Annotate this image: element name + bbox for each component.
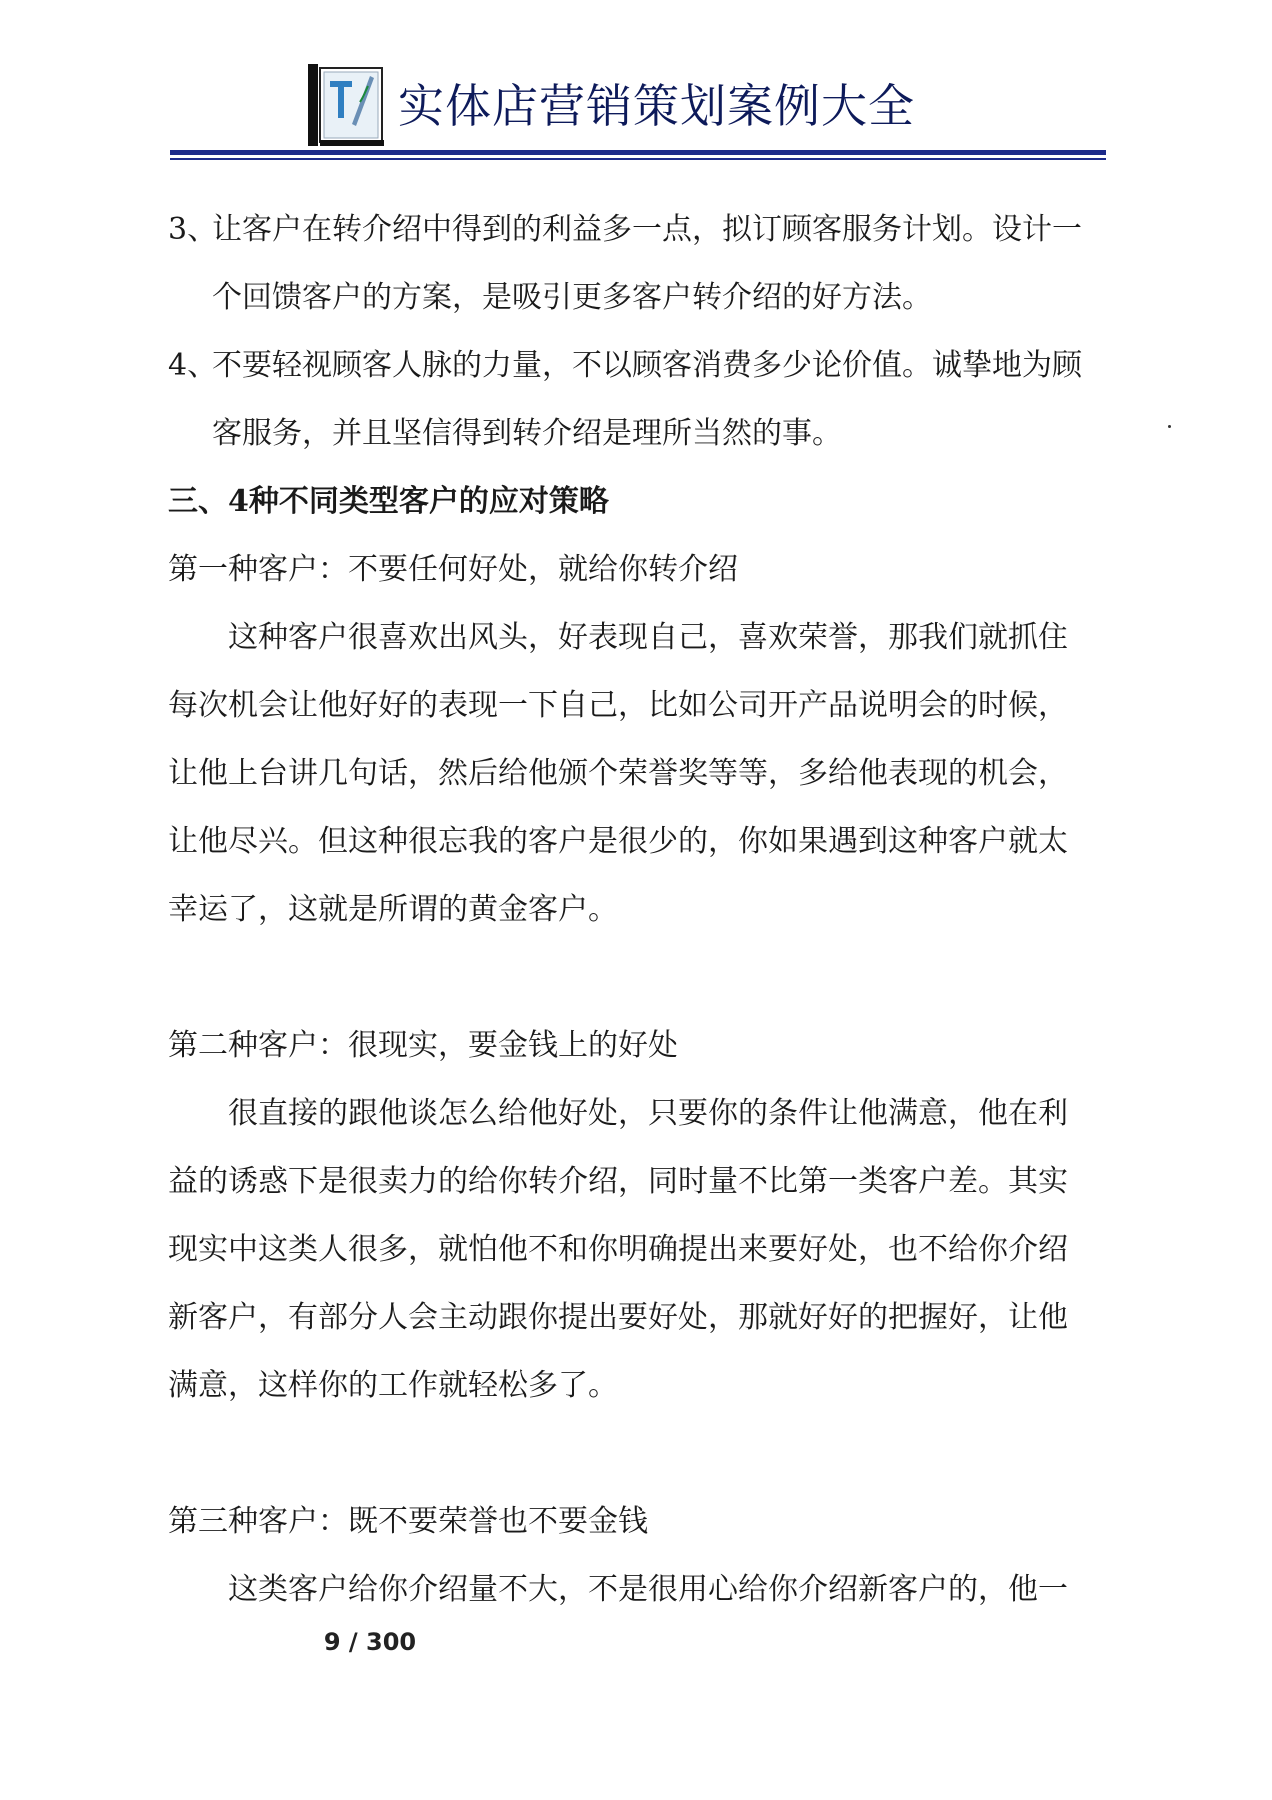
page-header [0, 0, 1272, 170]
customer-type-2-body: 很直接的跟他谈怎么给他好处，只要你的条件让他满意，他在利益的诱惑下是很卖力的给你转介绍，同时量不比第一类客户差。其实现实中这类人很多，就怕他不和你明确提出来要好处，也不给你介绍新客户，有部分人会主动跟你提出要好处，那就好好的把握好，让他满意，这样你的工作就轻松多了。 [168, 1096, 1068, 1403]
list-item [168, 332, 1088, 468]
list-item-number: 3、 [168, 212, 218, 247]
header-rule-thin [170, 158, 1106, 160]
customer-type-3-title: 第三种客户：既不要荣誉也不要金钱 [168, 1504, 648, 1539]
book-pen-logo-icon [308, 62, 388, 148]
page-number: 9 / 300 [323, 1628, 417, 1656]
customer-type-2-title: 第二种客户：很现实，要金钱上的好处 [168, 1028, 678, 1063]
customer-type-3-body: 这类客户给你介绍量不大，不是很用心给你介绍新客户的，他一 [228, 1572, 1068, 1607]
document-body [168, 196, 1088, 1624]
list-item-text: 不要轻视顾客人脉的力量，不以顾客消费多少论价值。诚挚地为顾客服务，并且坚信得到转介绍是理所当然的事。 [212, 348, 1082, 451]
section-heading: 三、4种不同类型客户的应对策略 [168, 484, 609, 519]
scan-speck [1168, 425, 1171, 428]
paragraph-spacer [168, 1420, 1088, 1488]
list-item-text: 让客户在转介绍中得到的利益多一点，拟订顾客服务计划。设计一个回馈客户的方案，是吸引更多客户转介绍的好方法。 [212, 212, 1082, 315]
list-item [168, 196, 1088, 332]
paragraph-spacer [168, 944, 1088, 1012]
customer-type-1-body: 这种客户很喜欢出风头，好表现自己，喜欢荣誉，那我们就抓住每次机会让他好好的表现一下自己，比如公司开产品说明会的时候，让他上台讲几句话，然后给他颁个荣誉奖等等，多给他表现的机会，让他尽兴。但这种很忘我的客户是很少的，你如果遇到这种客户就太幸运了，这就是所谓的黄金客户。 [168, 620, 1068, 927]
customer-type-1-title: 第一种客户：不要任何好处，就给你转介绍 [168, 552, 738, 587]
header-rule-thick [170, 150, 1106, 155]
header-title: 实体店营销策划案例大全 [398, 79, 915, 133]
list-item-number: 4、 [168, 348, 218, 383]
